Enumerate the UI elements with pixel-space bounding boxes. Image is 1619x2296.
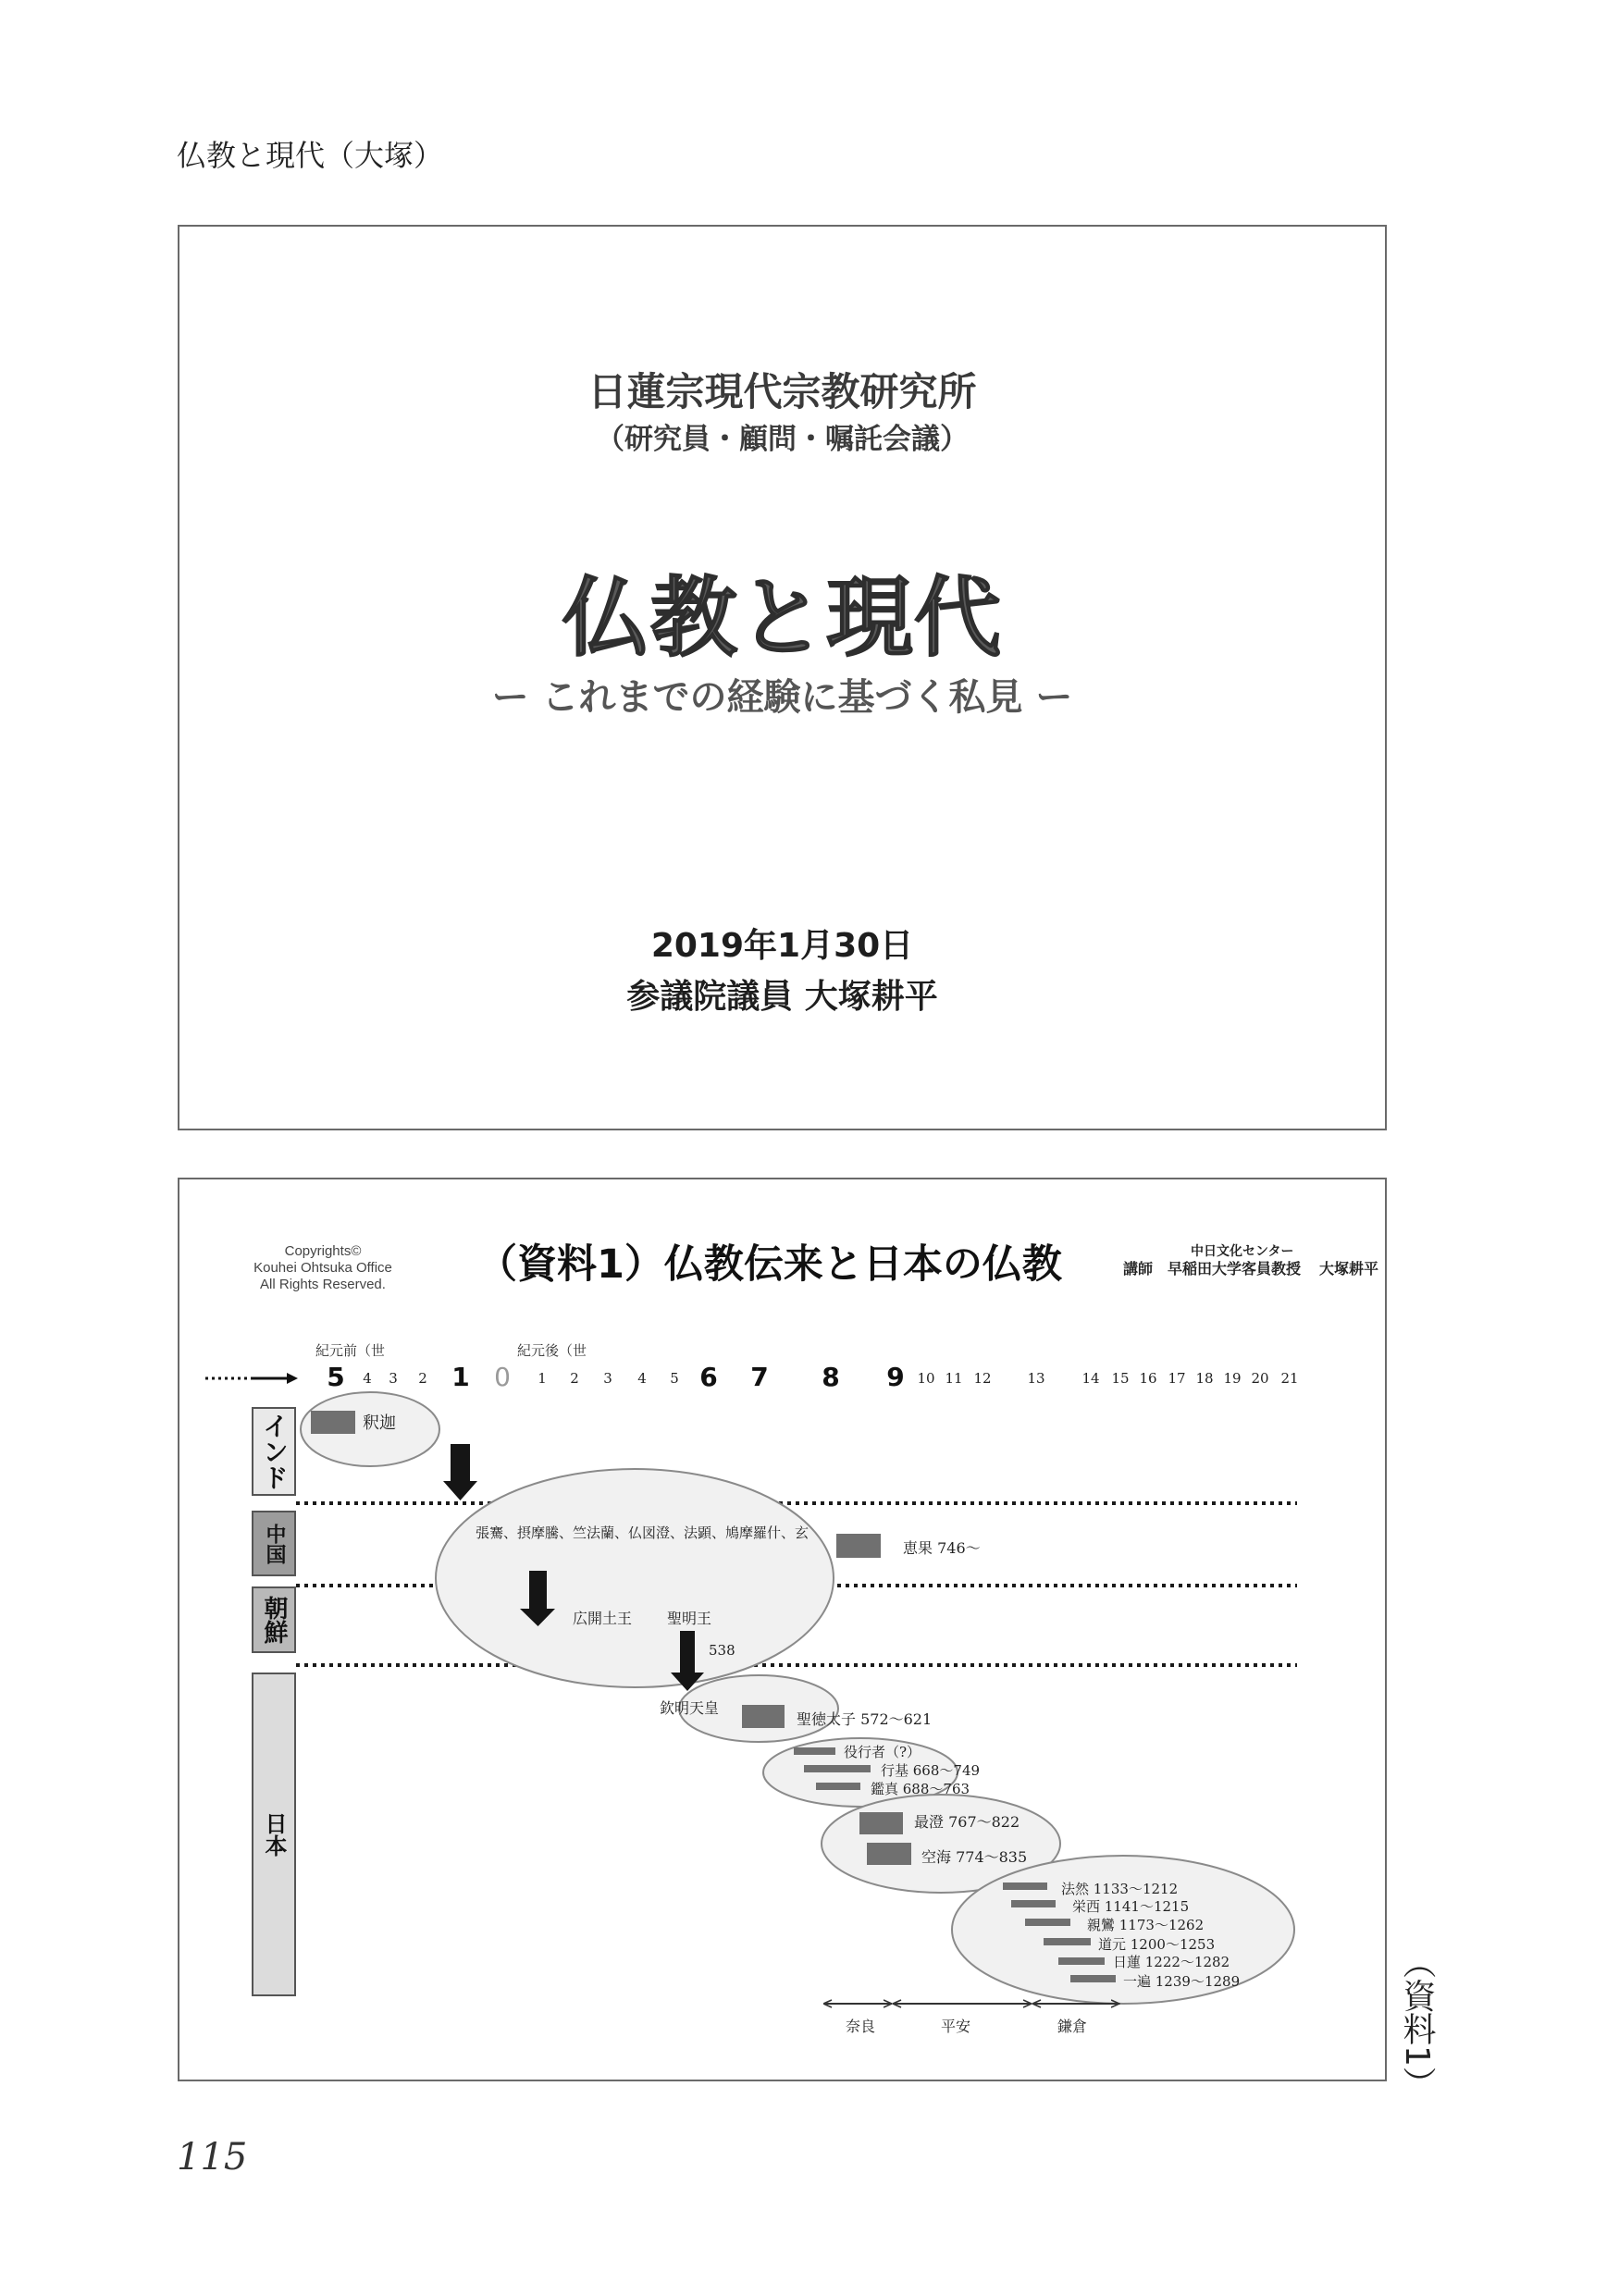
presentation-date: 2019年1月30日 <box>650 927 914 965</box>
copyright-line: Kouhei Ohtsuka Office <box>253 1260 392 1276</box>
label-gwanggaeto: 広開土王 <box>573 1610 633 1627</box>
label-shinran: 親鸞 1173〜1262 <box>1087 1917 1205 1933</box>
century-label: 21 <box>1280 1370 1299 1387</box>
timeline-arrow <box>205 1373 298 1384</box>
label-kinmei: 欽明天皇 <box>660 1699 720 1717</box>
label-ganjin: 鑑真 688〜763 <box>871 1781 970 1797</box>
century-label: 14 <box>1081 1370 1100 1387</box>
region-china <box>252 1511 296 1576</box>
bar-shaka <box>311 1411 355 1434</box>
century-label: 2 <box>570 1370 579 1387</box>
down-arrow-icon <box>443 1444 477 1500</box>
century-label: 1 <box>451 1362 470 1392</box>
label-keika: 恵果 746〜 <box>903 1539 981 1557</box>
slide-title: （資料1）仏教伝来と日本の仏教 <box>477 1241 1062 1288</box>
century-label: 19 <box>1223 1370 1242 1387</box>
bar-honen <box>1003 1882 1047 1890</box>
region-label: インド <box>259 1413 290 1490</box>
era-ad-label: 紀元後（世 <box>517 1342 587 1359</box>
side-label: （資料1） <box>1398 1945 1436 2100</box>
slide-subtitle: ー これまでの経験に基づく私見 ー <box>491 676 1073 719</box>
label-gyoki: 行基 668〜749 <box>881 1762 981 1779</box>
label-honen: 法然 1133〜1212 <box>1061 1881 1179 1897</box>
bar-shinran <box>1025 1919 1070 1926</box>
century-label: 18 <box>1195 1370 1214 1387</box>
century-label: 9 <box>886 1362 905 1392</box>
page-number: 115 <box>177 2136 248 2179</box>
century-label: 3 <box>603 1370 612 1387</box>
region-india <box>252 1407 296 1496</box>
label-nichiren: 日蓮 1222〜1282 <box>1113 1954 1230 1970</box>
label-eisai: 栄西 1141〜1215 <box>1072 1898 1190 1915</box>
title-slide <box>178 225 1387 1130</box>
century-label: 15 <box>1111 1370 1130 1387</box>
century-label: 17 <box>1168 1370 1186 1387</box>
lecturer-role: 講師 <box>1123 1260 1154 1278</box>
running-header: 仏教と現代（大塚） <box>177 138 444 173</box>
bar-saicho <box>859 1812 903 1834</box>
region-japan <box>252 1673 296 1996</box>
copyright-notice <box>230 1243 415 1293</box>
century-label: 20 <box>1251 1370 1269 1387</box>
century-label: 3 <box>389 1370 398 1387</box>
lecturer-name: 大塚耕平 <box>1319 1260 1379 1278</box>
label-seong: 聖明王 <box>667 1610 712 1627</box>
region-korea <box>252 1586 296 1653</box>
speaker-name: 参議院議員 大塚耕平 <box>626 978 938 1016</box>
century-label: 1 <box>538 1370 547 1387</box>
bar-ippen <box>1070 1975 1116 1982</box>
period-label-nara: 奈良 <box>846 2018 876 2035</box>
century-label: 12 <box>973 1370 992 1387</box>
bar-ganjin <box>816 1783 860 1790</box>
lecturer-affiliation: 早稲田大学客員教授 <box>1168 1260 1302 1278</box>
century-label: 0 <box>494 1362 511 1392</box>
label-en-no-gyoja: 役行者（?） <box>844 1744 921 1760</box>
label-china-monks: 張騫、摂摩騰、竺法蘭、仏図澄、法顕、鳩摩羅什、玄 <box>476 1524 810 1541</box>
copyright-line: All Rights Reserved. <box>260 1277 386 1292</box>
century-label: 7 <box>750 1362 769 1392</box>
century-label: 11 <box>945 1370 963 1387</box>
label-transmission-year: 538 <box>709 1642 735 1659</box>
century-label: 16 <box>1139 1370 1157 1387</box>
century-label: 8 <box>822 1362 840 1392</box>
bar-eisai <box>1011 1900 1056 1907</box>
lecturer-org: 中日文化センター <box>1191 1244 1294 1259</box>
label-saicho: 最澄 767〜822 <box>914 1813 1020 1831</box>
bar-gyoki <box>804 1765 871 1772</box>
label-ippen: 一遍 1239〜1289 <box>1123 1973 1241 1990</box>
label-shaka: 釈迦 <box>363 1413 396 1433</box>
century-label: 4 <box>637 1370 647 1387</box>
label-kukai: 空海 774〜835 <box>921 1848 1028 1866</box>
label-dogen: 道元 1200〜1253 <box>1098 1936 1216 1953</box>
region-label: 中国 <box>263 1523 286 1564</box>
bar-dogen <box>1044 1938 1091 1945</box>
century-label: 2 <box>418 1370 427 1387</box>
china-korea-ellipse <box>436 1469 834 1687</box>
bar-nichiren <box>1058 1957 1105 1965</box>
period-label-heian: 平安 <box>941 2018 971 2035</box>
era-bc-label: 紀元前（世 <box>315 1342 386 1359</box>
meeting-name: （研究員・顧問・嘱託会議） <box>596 423 969 456</box>
century-label: 6 <box>699 1362 718 1392</box>
bar-keika <box>836 1534 881 1558</box>
bar-kukai <box>867 1843 911 1865</box>
century-label: 5 <box>327 1362 345 1392</box>
century-label: 13 <box>1027 1370 1045 1387</box>
organization-name: 日蓮宗現代宗教研究所 <box>587 369 977 414</box>
bar-en-no-gyoja <box>794 1747 835 1755</box>
century-label: 10 <box>917 1370 935 1387</box>
century-label: 4 <box>363 1370 372 1387</box>
century-label: 5 <box>670 1370 679 1387</box>
timeline-slide <box>178 1178 1387 2081</box>
copyright-line: Copyrights© <box>284 1243 362 1259</box>
region-label: 日本 <box>261 1812 287 1857</box>
bar-shotoku <box>742 1705 785 1728</box>
label-shotoku: 聖徳太子 572〜621 <box>797 1710 933 1728</box>
region-label: 朝鮮 <box>260 1596 288 1644</box>
period-label-kamakura: 鎌倉 <box>1057 2018 1088 2035</box>
slide-title: 仏教と現代 <box>562 568 1002 669</box>
